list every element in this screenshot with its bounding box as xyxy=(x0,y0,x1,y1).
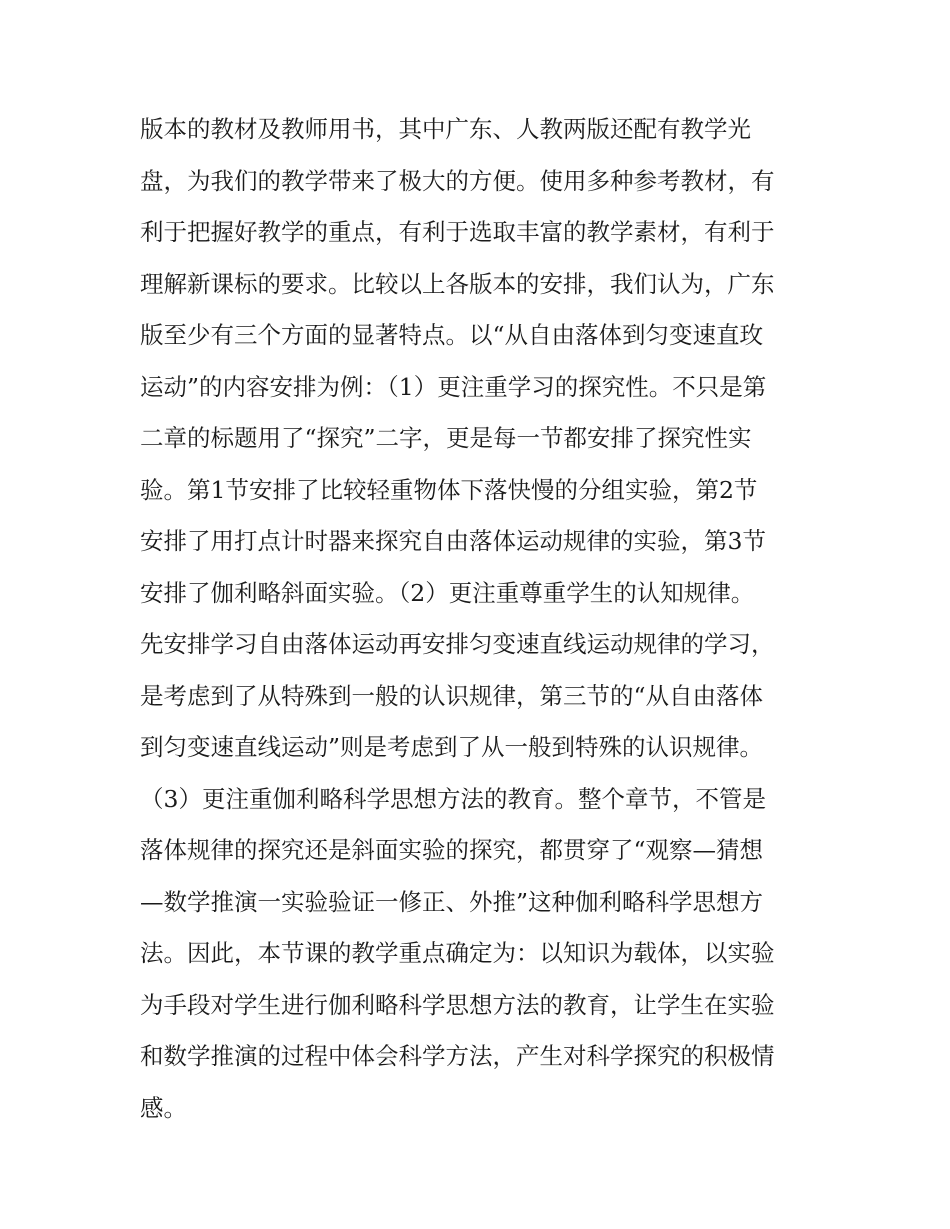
text-line-4: 理解新课标的要求。比较以上各版本的安排，我们认为，广东 xyxy=(140,269,775,298)
text-line-5: 版至少有三个方面的显著特点。以“从自由落体到匀变速直玫 xyxy=(140,321,764,349)
text-line-18: 为手段对学生进行伽利略科学思想方法的教育，让学生在实验 xyxy=(140,990,775,1019)
text-line-17: 法。因此，本节课的教学重点确定为：以知识为载体，以实验 xyxy=(140,939,775,967)
text-line-13: 到匀变速直线运动”则是考虑到了从一般到特殊的认识规律。 xyxy=(140,733,764,761)
text-line-9: 安排了用打点计时器来探究自由落体运动规律的实验，第3节 xyxy=(140,527,766,555)
text-line-2: 盘，为我们的教学带来了极大的方便。使用多种参考教材，有 xyxy=(140,166,775,195)
text-line-16: —数学推演一实验验证一修正、外推”这种伽利略科学思想方 xyxy=(140,887,764,916)
text-line-10: 安排了伽利略斜面实验。（2）更注重尊重学生的认知规律。 xyxy=(140,578,755,607)
text-line-7: 二章的标题用了“探究”二字，更是每一节都安排了探究性实 xyxy=(140,424,752,452)
body-paragraph xyxy=(140,104,820,1134)
text-line-1: 版本的教材及教师用书，其中广东、人教两版还配有教学光 xyxy=(140,115,751,143)
text-line-20: 感。 xyxy=(140,1093,187,1122)
text-line-19: 和数学推演的过程中体会科学方法，产生对科学探究的积极情 xyxy=(140,1042,775,1070)
text-line-15: 落体规律的探究还是斜面实验的探究，都贯穿了“观察—猜想 xyxy=(140,836,764,864)
text-line-8: 验。第1节安排了比较轻重物体下落快慢的分组实验，第2节 xyxy=(140,475,758,504)
text-line-14: （3）更注重伽利略科学思想方法的教育。整个章节，不管是 xyxy=(140,784,766,813)
text-line-3: 利于把握好教学的重点，有利于选取丰富的教学素材，有利于 xyxy=(140,218,775,246)
text-line-6: 运动”的内容安排为例：（1）更注重学习的探究性。不只是第 xyxy=(140,372,767,401)
text-line-12: 是考虑到了从特殊到一般的认识规律，第三节的“从自由落体 xyxy=(140,681,764,710)
text-line-11: 先安排学习自由落体运动再安排匀变速直线运动规律的学习， xyxy=(140,630,775,658)
